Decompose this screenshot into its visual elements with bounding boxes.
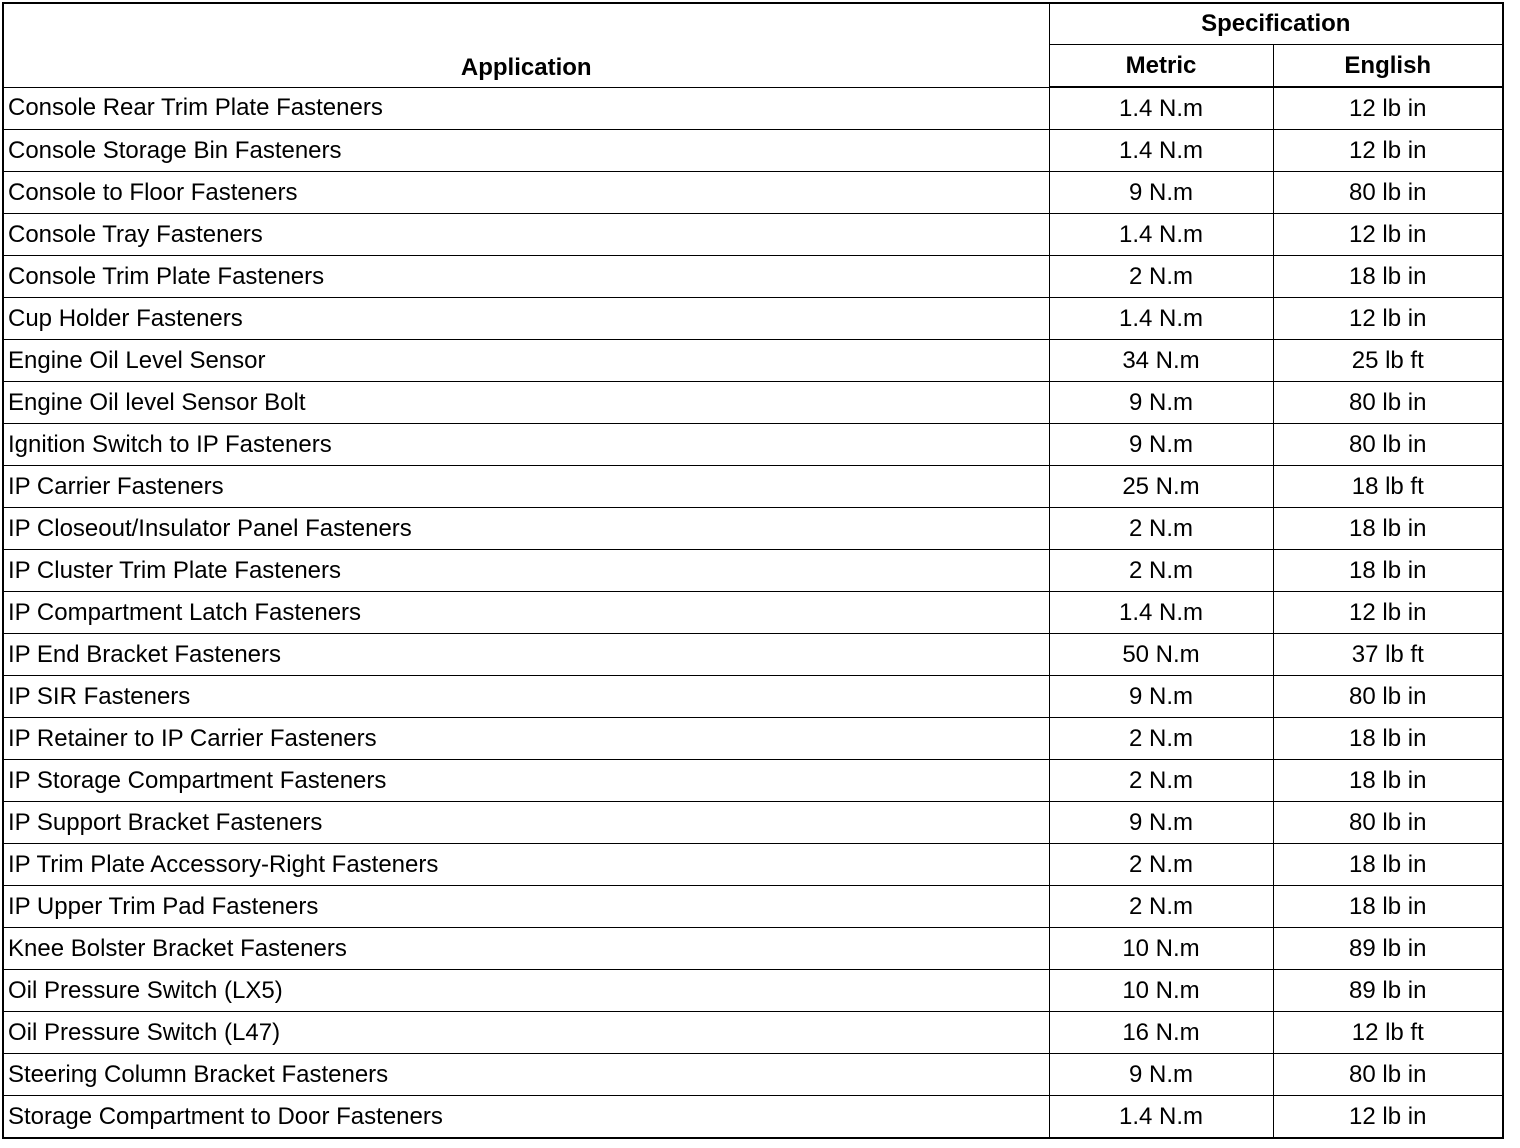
fastener-torque-spec-table: [2, 2, 1504, 1139]
metric-cell: 9 N.m: [1049, 1054, 1273, 1096]
metric-cell: 1.4 N.m: [1049, 298, 1273, 340]
english-cell: 12 lb in: [1273, 130, 1503, 172]
table-header: [3, 3, 1503, 87]
english-cell: 80 lb in: [1273, 802, 1503, 844]
application-cell: Console Tray Fasteners: [3, 214, 1049, 256]
metric-cell: 25 N.m: [1049, 466, 1273, 508]
application-cell: Console Trim Plate Fasteners: [3, 256, 1049, 298]
table-row: [3, 718, 1503, 760]
table-row: [3, 844, 1503, 886]
metric-cell: 16 N.m: [1049, 1012, 1273, 1054]
table-row: [3, 1096, 1503, 1139]
application-cell: IP Upper Trim Pad Fasteners: [3, 886, 1049, 928]
header-row-top: [3, 3, 1503, 45]
application-column-header: Application: [3, 3, 1049, 87]
metric-cell: 10 N.m: [1049, 970, 1273, 1012]
application-cell: Console Storage Bin Fasteners: [3, 130, 1049, 172]
metric-cell: 9 N.m: [1049, 424, 1273, 466]
specification-group-header: Specification: [1049, 3, 1503, 45]
metric-cell: 10 N.m: [1049, 928, 1273, 970]
english-cell: 25 lb ft: [1273, 340, 1503, 382]
metric-cell: 34 N.m: [1049, 340, 1273, 382]
english-cell: 18 lb in: [1273, 760, 1503, 802]
application-cell: Engine Oil Level Sensor: [3, 340, 1049, 382]
application-cell: IP Retainer to IP Carrier Fasteners: [3, 718, 1049, 760]
application-cell: IP Storage Compartment Fasteners: [3, 760, 1049, 802]
table-row: [3, 634, 1503, 676]
table-row: [3, 886, 1503, 928]
application-cell: Console Rear Trim Plate Fasteners: [3, 87, 1049, 130]
table-row: [3, 928, 1503, 970]
english-cell: 80 lb in: [1273, 424, 1503, 466]
table-row: [3, 1012, 1503, 1054]
english-cell: 12 lb in: [1273, 298, 1503, 340]
english-cell: 37 lb ft: [1273, 634, 1503, 676]
english-column-header: English: [1273, 45, 1503, 88]
english-cell: 80 lb in: [1273, 382, 1503, 424]
metric-cell: 2 N.m: [1049, 844, 1273, 886]
application-cell: Console to Floor Fasteners: [3, 172, 1049, 214]
table-row: [3, 466, 1503, 508]
english-cell: 18 lb in: [1273, 508, 1503, 550]
application-cell: IP Carrier Fasteners: [3, 466, 1049, 508]
table-row: [3, 802, 1503, 844]
metric-cell: 2 N.m: [1049, 550, 1273, 592]
application-cell: Cup Holder Fasteners: [3, 298, 1049, 340]
english-cell: 12 lb in: [1273, 1096, 1503, 1139]
metric-column-header: Metric: [1049, 45, 1273, 88]
english-cell: 89 lb in: [1273, 928, 1503, 970]
table-row: [3, 214, 1503, 256]
table-row: [3, 424, 1503, 466]
application-cell: Steering Column Bracket Fasteners: [3, 1054, 1049, 1096]
table-row: [3, 1054, 1503, 1096]
english-cell: 18 lb in: [1273, 844, 1503, 886]
english-cell: 12 lb in: [1273, 214, 1503, 256]
metric-cell: 1.4 N.m: [1049, 130, 1273, 172]
application-cell: IP Closeout/Insulator Panel Fasteners: [3, 508, 1049, 550]
english-cell: 80 lb in: [1273, 1054, 1503, 1096]
application-cell: IP SIR Fasteners: [3, 676, 1049, 718]
english-cell: 18 lb in: [1273, 256, 1503, 298]
table-row: [3, 676, 1503, 718]
table-row: [3, 298, 1503, 340]
metric-cell: 1.4 N.m: [1049, 214, 1273, 256]
table-row: [3, 550, 1503, 592]
application-cell: Ignition Switch to IP Fasteners: [3, 424, 1049, 466]
metric-cell: 1.4 N.m: [1049, 1096, 1273, 1139]
metric-cell: 9 N.m: [1049, 382, 1273, 424]
english-cell: 80 lb in: [1273, 172, 1503, 214]
metric-cell: 2 N.m: [1049, 256, 1273, 298]
table-row: [3, 970, 1503, 1012]
table-body: [3, 87, 1503, 1138]
table-row: [3, 172, 1503, 214]
metric-cell: 2 N.m: [1049, 760, 1273, 802]
english-cell: 12 lb ft: [1273, 1012, 1503, 1054]
english-cell: 80 lb in: [1273, 676, 1503, 718]
application-cell: IP Trim Plate Accessory-Right Fasteners: [3, 844, 1049, 886]
application-cell: IP Cluster Trim Plate Fasteners: [3, 550, 1049, 592]
english-cell: 12 lb in: [1273, 87, 1503, 130]
application-cell: IP Compartment Latch Fasteners: [3, 592, 1049, 634]
table-row: [3, 382, 1503, 424]
metric-cell: 50 N.m: [1049, 634, 1273, 676]
table-row: [3, 340, 1503, 382]
metric-cell: 9 N.m: [1049, 802, 1273, 844]
application-cell: Knee Bolster Bracket Fasteners: [3, 928, 1049, 970]
metric-cell: 1.4 N.m: [1049, 87, 1273, 130]
metric-cell: 2 N.m: [1049, 886, 1273, 928]
metric-cell: 9 N.m: [1049, 676, 1273, 718]
table-row: [3, 87, 1503, 130]
english-cell: 18 lb ft: [1273, 466, 1503, 508]
metric-cell: 2 N.m: [1049, 718, 1273, 760]
english-cell: 18 lb in: [1273, 718, 1503, 760]
metric-cell: 1.4 N.m: [1049, 592, 1273, 634]
table-row: [3, 508, 1503, 550]
table-row: [3, 256, 1503, 298]
english-cell: 18 lb in: [1273, 550, 1503, 592]
application-cell: Storage Compartment to Door Fasteners: [3, 1096, 1049, 1139]
table-row: [3, 592, 1503, 634]
table-row: [3, 130, 1503, 172]
application-cell: IP End Bracket Fasteners: [3, 634, 1049, 676]
metric-cell: 9 N.m: [1049, 172, 1273, 214]
application-cell: Oil Pressure Switch (LX5): [3, 970, 1049, 1012]
english-cell: 18 lb in: [1273, 886, 1503, 928]
application-cell: IP Support Bracket Fasteners: [3, 802, 1049, 844]
application-cell: Oil Pressure Switch (L47): [3, 1012, 1049, 1054]
table-row: [3, 760, 1503, 802]
metric-cell: 2 N.m: [1049, 508, 1273, 550]
english-cell: 12 lb in: [1273, 592, 1503, 634]
application-cell: Engine Oil level Sensor Bolt: [3, 382, 1049, 424]
english-cell: 89 lb in: [1273, 970, 1503, 1012]
